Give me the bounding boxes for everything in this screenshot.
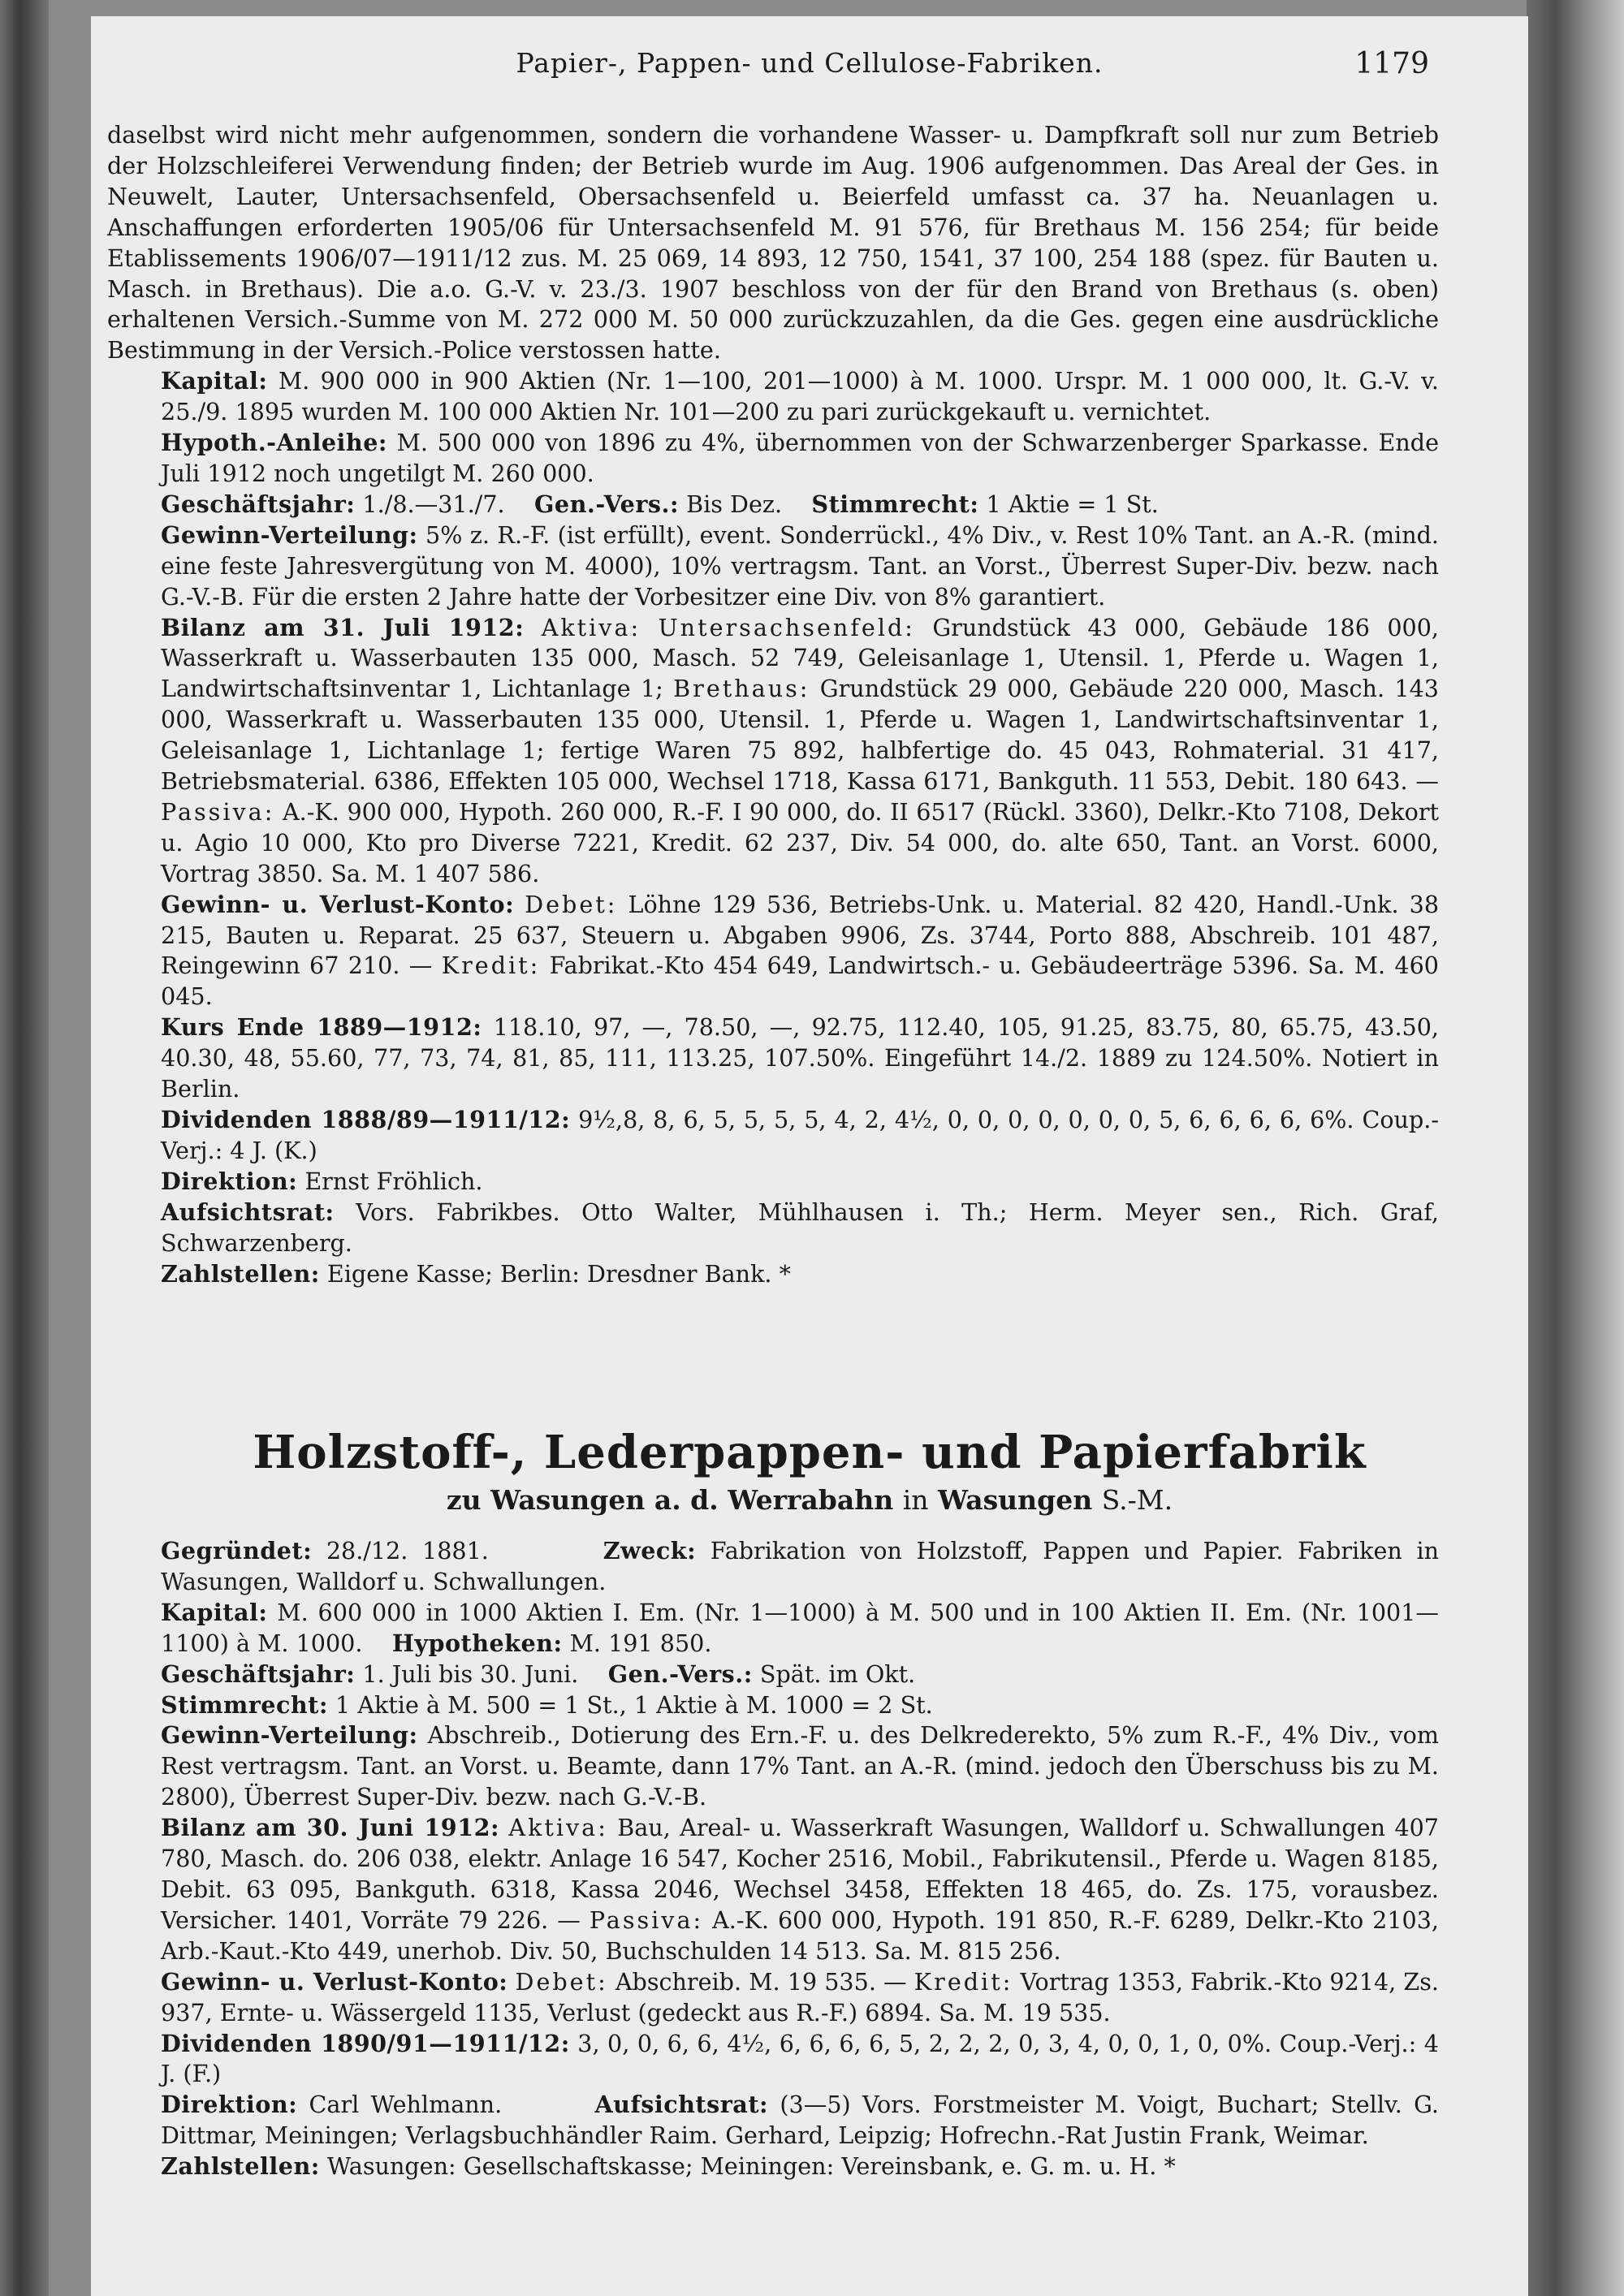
book-page (91, 16, 1528, 2296)
passiva-word: Passiva: (589, 1905, 704, 1934)
entry-1-hypoth (107, 428, 1439, 490)
bilanz-label: Bilanz am 30. Juni 1912: (161, 1814, 500, 1842)
entry-2-guv (107, 1967, 1439, 2029)
stimm-text: 1 Aktie = 1 St. (986, 490, 1159, 518)
running-header (91, 47, 1528, 88)
kapital-label: Kapital: (161, 367, 268, 395)
page-number: 1179 (1354, 47, 1429, 80)
entry-2-stimmrecht (107, 1690, 1439, 1721)
kurs-label: Kurs Ende 1889—1912: (161, 1013, 482, 1042)
hypoth-label: Hypoth.-Anleihe: (161, 429, 387, 457)
entry-2-bilanz (107, 1813, 1439, 1967)
company-name: Holzstoff-, Lederpappen- und Papierfabrik (253, 1426, 1367, 1479)
zweck-label: Zweck: (603, 1537, 697, 1564)
entry-1-gewinn (107, 520, 1439, 613)
intro-text: daselbst wird nicht mehr aufgenommen, sondern die vorhandene Wasser- u. Dampfkraft soll nur zum Betrieb der Holzschleiferei Verwendung finden; der Betrieb wurde im Aug. 1906 aufgenommen. Das Areal der Ges. in Neuwelt, Lauter, Untersachsenfeld, Obersachsenfeld u. Beierfeld umfasst ca. 37 ha. Neuanlagen u. Anschaffungen erforderten 1905/06 für Untersachsenfeld M. 91 576, für Brethaus M. 156 254; für beide Etablissements 1906/07—1911/12 zus. M. 25 069, 14 893, 12 750, 1541, 37 100, 254 188 (spez. für Bauten u. Masch. in Brethaus). Die a.o. G.-V. v. 23./3. 1907 beschloss von der für den Brand von Brethaus (s. oben) erhaltenen Versich.-Summe von M. 272 000 M. 50 000 zurückzuzahlen, da die Ges. gegen eine ausdrückliche Bestimmung in der Versich.-Police verstossen hatte. (107, 121, 1439, 365)
gj-text: 1. Juli bis 30. Juni. (362, 1659, 579, 1688)
bilanz-label: Bilanz am 31. Juli 1912: (161, 613, 525, 641)
bilanz-a1-label: Untersachsenfeld: (658, 613, 915, 641)
gj-label: Geschäftsjahr: (161, 1659, 356, 1688)
stimm-label: Stimmrecht: (811, 490, 979, 518)
kapital-label: Kapital: (161, 1598, 268, 1626)
binding-shadow-left (0, 0, 49, 2296)
guv-label: Gewinn- u. Verlust-Konto: (161, 1967, 508, 1996)
kredit-word: Kredit: (441, 952, 541, 980)
kurs-text: 118.10, 97, —, 78.50, —, 92.75, 112.40, 105, 91.25, 83.75, 80, 65.75, 43.50, 40.30, 48, 55.60, 77, 73, 74, 81, 85, 111, 113.25, 107.50%. Eingeführt 14./2. 1889 zu 124.50%. Notiert in Berlin. (161, 1013, 1440, 1103)
stimm-text: 1 Aktie à M. 500 = 1 St., 1 Aktie à M. 1000 = 2 St. (335, 1690, 933, 1719)
entry-1-zahlstellen (107, 1259, 1439, 1290)
guv-kredit-text: Fabrikat.-Kto 454 649, Landwirtsch.- u. Gebäudeerträge 5396. Sa. M. 460 045. (161, 952, 1439, 1011)
bilanz-a2-text: Grundstück 29 000, Gebäude 220 000, Masch. 143 000, Wasserkraft u. Wasserbauten 135 000, Utensil. 1, Pferde u. Wagen 1, Landwirtschaftsinventar 1, Geleisanlage 1, Lichtanlage 1; fertige Waren 75 892, halbfertige do. 45 043, Rohmaterial. 31 417, Betriebsmaterial. 6386, Effekten 105 000, Wechsel 1718, Kassa 6171, Bankguth. 11 553, Debit. 180 643. — (161, 675, 1439, 796)
bilanz-a-text: Bau, Areal- u. Wasserkraft Wasungen, Walldorf u. Schwallungen 407 780, Masch. do. 206 038, elektr. Anlage 16 547, Kocher 2516, Mobil., Fabrikutensil., Pferde u. Wagen 8185, Debit. 63 095, Bankguth. 6318, Kassa 2046, Wechsel 3458, Effekten 18 465, do. Zs. 175, vorausbez. Versicher. 1401, Vorräte 79 226. — (161, 1814, 1439, 1934)
gegr-label: Gegründet: (161, 1537, 313, 1564)
location-bold-1: zu Wasungen a. d. Werrabahn (446, 1484, 894, 1516)
bilanz-a1-text: Grundstück 43 000, Gebäude 186 000, Wasserkraft u. Wasserbauten 135 000, Masch. 52 749, Geleisanlage 1, Utensil. 1, Pferde u. Wagen 1, Landwirtschaftsinventar 1, Lichtanlage 1; (161, 613, 1440, 703)
entry-2-gegruendet (107, 1536, 1439, 1598)
ar-text: Vors. Fabrikbes. Otto Walter, Mühlhausen i. Th.; Herm. Meyer sen., Rich. Graf, Schwarzenberg. (161, 1198, 1439, 1257)
entry-1-bilanz (107, 613, 1439, 890)
stimm-label: Stimmrecht: (161, 1690, 328, 1719)
gv-text: Bis Dez. (686, 490, 783, 518)
bilanz-p-text: A.-K. 600 000, Hypoth. 191 850, R.-F. 6289, Delkr.-Kto 2103, Arb.-Kaut.-Kto 449, unerhob. Div. 50, Buchschulden 14 513. Sa. M. 815 256. (161, 1905, 1440, 1965)
gj-text: 1./8.—31./7. (362, 490, 505, 518)
ar-label: Aufsichtsrat: (594, 2091, 769, 2119)
bilanz-a2-label: Brethaus: (673, 675, 810, 703)
passiva-word: Passiva: (161, 797, 275, 826)
gewinn-text: Abschreib., Dotierung des Ern.-F. u. des Delkrederekto, 5% zum R.-F., 4% Div., vom Rest vertragsm. Tant. an Vorst. u. Beamte, dann 17% Tant. an A.-R. (mind. jedoch den Überschuss bis zu M. 2800), Überrest Super-Div. bezw. nach G.-V.-B. (161, 1721, 1439, 1811)
debet-word: Debet: (525, 890, 618, 918)
entry-2-heading (91, 1426, 1528, 1516)
zahl-label: Zahlstellen: (161, 2152, 320, 2181)
guv-debet-text: Löhne 129 536, Betriebs-Unk. u. Material. 82 420, Handl.-Unk. 38 215, Bauten u. Reparat. 25 637, Steuern u. Abgaben 9906, Zs. 3744, Porto 888, Abschreib. 101 487, Reingewinn 67 210. — (161, 890, 1440, 980)
entry-1-direktion (107, 1167, 1439, 1198)
div-label: Dividenden 1888/89—1911/12: (161, 1106, 571, 1133)
bilanz-p-text: A.-K. 900 000, Hypoth. 260 000, R.-F. I 90 000, do. II 6517 (Rückl. 3360), Delkr.-Kto 7108, Dekort u. Agio 10 000, Kto pro Diverse 7221, Kredit. 62 237, Div. 54 000, do. alte 650, Tant. an Vorst. 6000, Vortrag 3850. Sa. M. 1 407 586. (161, 797, 1439, 887)
gewinn-label: Gewinn-Verteilung: (161, 1721, 418, 1750)
hyp-text: M. 191 850. (569, 1629, 712, 1657)
gewinn-text: 5% z. R.-F. (ist erfüllt), event. Sonderrückl., 4% Div., v. Rest 10% Tant. an A.-R. (mind. eine feste Jahresvergütung von M. 4000), 10% vertragsm. Tant. an Vorst., Überrest Super-Div. bezw. nach G.-V.-B. Für die ersten 2 Jahre hatte der Vorbesitzer eine Div. von 8% garantiert. (161, 520, 1440, 611)
gewinn-label: Gewinn-Verteilung: (161, 520, 418, 549)
running-header-title: Papier-, Pappen- und Cellulose-Fabriken. (516, 47, 1104, 79)
entry-2-zahlstellen (107, 2151, 1439, 2182)
page-edge-right (1527, 0, 1624, 2296)
entry-2-body (107, 1536, 1439, 2182)
dir-text: Ernst Fröhlich. (304, 1167, 483, 1195)
entry-1-aufsichtsrat (107, 1198, 1439, 1259)
aktiva-word: Aktiva: (541, 613, 641, 641)
hypoth-text: M. 500 000 von 1896 zu 4%, übernommen von der Schwarzenberger Sparkasse. Ende Juli 1912 noch ungetilgt M. 260 000. (161, 429, 1440, 487)
entry-1-body (107, 120, 1439, 1289)
company-location (91, 1484, 1528, 1516)
gv-label: Gen.-Vers.: (607, 1659, 753, 1688)
entry-1-gj-line (107, 490, 1439, 520)
gv-label: Gen.-Vers.: (533, 490, 680, 518)
dir-text: Carl Wehlmann. (309, 2091, 503, 2119)
div-label: Dividenden 1890/91—1911/12: (161, 2029, 570, 2057)
entry-1-dividenden (107, 1105, 1439, 1167)
entry-1-kurs (107, 1012, 1439, 1105)
location-in: in (902, 1484, 929, 1516)
guv-debet-text: Abschreib. M. 19 535. — (615, 1967, 907, 1996)
div-text: 9½,8, 8, 6, 5, 5, 5, 5, 4, 2, 4½, 0, 0, 0, 0, 0, 0, 0, 5, 6, 6, 6, 6, 6%. Coup.-Verj.: 4 J. (K.) (161, 1106, 1440, 1164)
gv-text: Spät. im Okt. (759, 1659, 916, 1688)
entry-2-gj-line (107, 1659, 1439, 1690)
zahl-text: Eigene Kasse; Berlin: Dresdner Bank. * (326, 1259, 791, 1288)
location-tail: S.-M. (1101, 1484, 1173, 1516)
kapital-text: M. 600 000 in 1000 Aktien I. Em. (Nr. 1—1000) à M. 500 und in 100 Aktien II. Em. (Nr. 1001—1100) à M. 1000. (161, 1598, 1440, 1657)
gegr-text: 28./12. 1881. (326, 1537, 489, 1564)
dir-label: Direktion: (161, 1167, 298, 1195)
ar-label: Aufsichtsrat: (161, 1198, 335, 1226)
gj-label: Geschäftsjahr: (161, 490, 356, 518)
aktiva-word: Aktiva: (508, 1814, 608, 1842)
ar-text: (3—5) Vors. Forstmeister M. Voigt, Buchart; Stellv. G. Dittmar, Meiningen; Verlagsbuchhändler Raim. Gerhard, Leipzig; Hofrechn.-Rat Justin Frank, Weimar. (161, 2091, 1440, 2150)
div-text: 3, 0, 0, 6, 6, 4½, 6, 6, 6, 6, 5, 2, 2, 2, 0, 3, 4, 0, 0, 1, 0, 0%. Coup.-Verj.: 4 J. (F.) (161, 2029, 1439, 2088)
kapital-text: M. 900 000 in 900 Aktien (Nr. 1—100, 201—1000) à M. 1000. Urspr. M. 1 000 000, lt. G.-V. v. 25./9. 1895 wurden M. 100 000 Aktien Nr. 101—200 zu pari zurückgekauft u. vernichtet. (161, 367, 1439, 426)
zahl-label: Zahlstellen: (161, 1259, 320, 1288)
location-bold-2: Wasungen (938, 1484, 1093, 1516)
kredit-word: Kredit: (914, 1967, 1013, 1996)
guv-kredit-text: Vortrag 1353, Fabrik.-Kto 9214, Zs. 937, Ernte- u. Wässergeld 1135, Verlust (gedeckt aus R.-F.) 6894. Sa. M. 19 535. (161, 1967, 1440, 2026)
entry-2-direktion (107, 2090, 1439, 2151)
entry-2-kapital (107, 1598, 1439, 1659)
entry-1-intro (107, 120, 1439, 366)
dir-label: Direktion: (161, 2091, 298, 2119)
entry-2-dividenden (107, 2029, 1439, 2091)
debet-word: Debet: (515, 1967, 608, 1996)
entry-1-guv (107, 890, 1439, 1013)
entry-2-gewinn (107, 1720, 1439, 1813)
entry-1-kapital (107, 366, 1439, 428)
guv-label: Gewinn- u. Verlust-Konto: (161, 890, 515, 918)
zweck-text: Fabrikation von Holzstoff, Pappen und Papier. Fabriken in Wasungen, Walldorf u. Schwallungen. (161, 1537, 1440, 1595)
hyp-label: Hypotheken: (391, 1629, 563, 1657)
zahl-text: Wasungen: Gesellschaftskasse; Meiningen: Vereinsbank, e. G. m. u. H. * (326, 2152, 1176, 2181)
